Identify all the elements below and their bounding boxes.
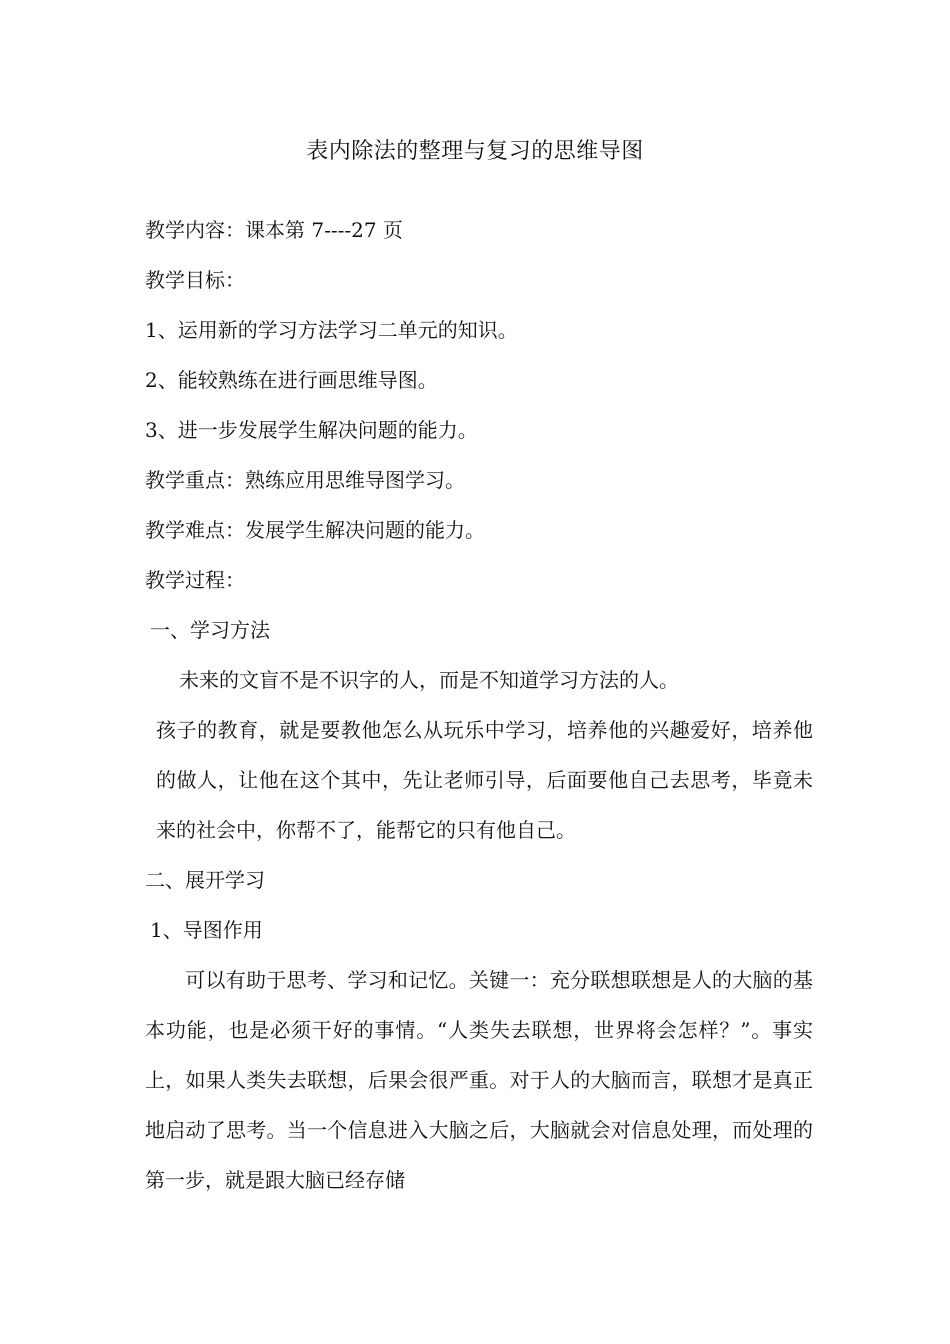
education-paragraph <box>145 705 813 855</box>
section-two-heading: 二、展开学习 <box>145 868 265 892</box>
subsection-one-heading: 1、导图作用 <box>150 918 263 942</box>
teaching-goals-heading: 教学目标： <box>145 268 245 292</box>
mindmap-paragraph <box>145 955 813 1205</box>
goal-item-2: 2、能较熟练在进行画思维导图。 <box>145 368 438 392</box>
teaching-focus-line: 教学重点：熟练应用思维导图学习。 <box>145 468 465 492</box>
goal-item-3: 3、进一步发展学生解决问题的能力。 <box>145 418 478 442</box>
document-body <box>145 205 813 1205</box>
education-paragraph-text: 孩子的教育，就是要教他怎么从玩乐中学习，培养他的兴趣爱好，培养他的做人，让他在这个其中，先让老师引导，后面要他自己去思考，毕竟未来的社会中，你帮不了，能帮它的只有他自己。 <box>156 718 813 842</box>
teaching-difficulty-line: 教学难点：发展学生解决问题的能力。 <box>145 518 485 542</box>
mindmap-paragraph-text: 可以有助于思考、学习和记忆。关键一：充分联想联想是人的大脑的基本功能，也是必须干好的事情。“人类失去联想，世界将会怎样？”。事实上，如果人类失去联想，后果会很严重。对于人的大脑而言，联想才是真正地启动了思考。当一个信息进入大脑之后，大脑就会对信息处理，而处理的第一步，就是跟大脑已经存储 <box>145 968 813 1192</box>
document-title: 表内除法的整理与复习的思维导图 <box>306 139 644 164</box>
teaching-process-heading: 教学过程： <box>145 568 245 592</box>
section-one-heading: 一、学习方法 <box>150 618 270 642</box>
teaching-content-line: 教学内容：课本第 7----27 页 <box>145 218 403 242</box>
quote-paragraph: 未来的文盲不是不识字的人，而是不知道学习方法的人。 <box>179 668 679 692</box>
goal-item-1: 1、运用新的学习方法学习二单元的知识。 <box>145 318 518 342</box>
